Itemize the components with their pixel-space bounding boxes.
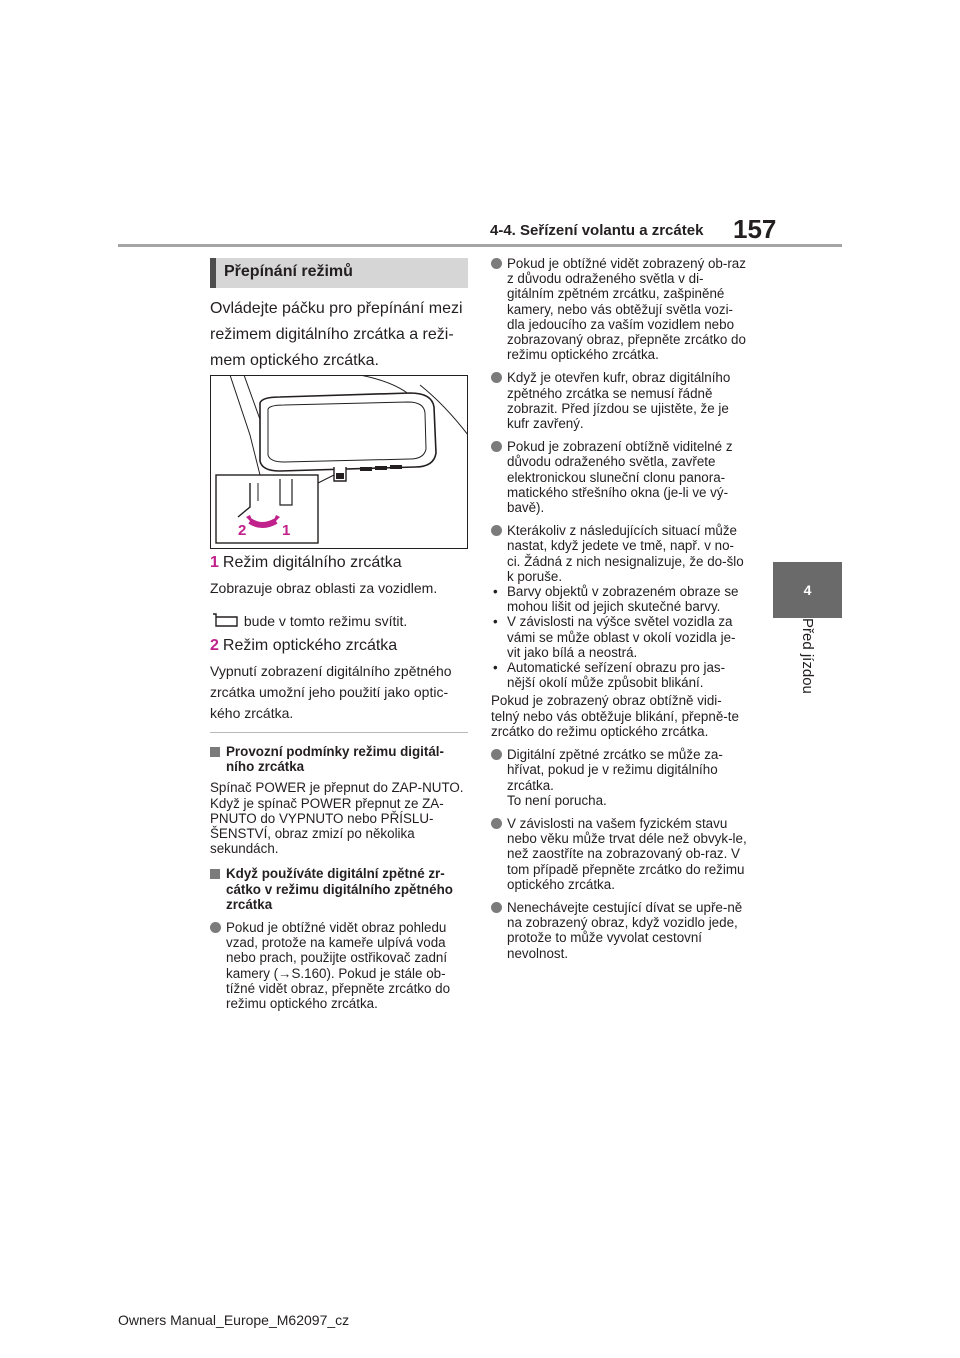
section-heading-bar: [210, 258, 216, 288]
mode1-indicator-text: bude v tomto režimu svítit.: [243, 613, 408, 629]
note-bullet-trunk: Když je otevřen kufr, obraz digitálního zpětného zrcátka se nemusí řádně zobrazit. Před jízdou se ujistěte, že je kufr zavřený.: [491, 370, 747, 431]
note-para-switch: Pokud je zobrazený obraz obtížně vidi-telný nebo vás obtěžuje blikání, přepně-te zrcátko do režimu optického zrcátka.: [491, 693, 739, 739]
note-bullet-camera-dirt: Pokud je obtížné vidět obraz pohledu vzad, protože na kameře ulpívá voda nebo prach, použijte ostřikovač zadní kamery (→S.160). Pokud je stále ob-tížné vidět obraz, přepněte zrcátko do režimu optického zrcátka.: [210, 920, 468, 1011]
mode1-desc: Zobrazuje obraz oblasti za vozidlem.: [210, 580, 438, 596]
mode2-heading: [210, 637, 397, 655]
chapter-tab: 4: [773, 562, 842, 618]
section-title: Přepínání režimů: [224, 263, 353, 280]
mirror-illustration: [210, 375, 468, 549]
mode1-indicator: [210, 611, 472, 632]
note-bullet-reflection: Pokud je obtížné vidět zobrazený ob-raz z důvodu odraženého světla v di-gitálním zpětném zrcátku, zašpiněné kamery, nebo vás obtěžují světla vozi-dla jedoucího za vaším vozidlem nebo zobrazovaný obraz, přepněte zrcátko do režimu optického zrcátka.: [491, 256, 747, 362]
note-bullet-sunshade: Pokud je zobrazení obtížně viditelné z důvodu odraženého světla, zavřete elektronickou sluneční clonu panora-matického střešního okna (je-li ve vý-bavě).: [491, 439, 747, 515]
figure-label-1: 1: [282, 522, 291, 539]
mode2-desc: Vypnutí zobrazení digitálního zpětného zrcátka umožní jeho použití jako optic-kého zrcátka.: [210, 663, 452, 721]
note-bullet-focus: V závislosti na vašem fyzickém stavu nebo věku může trvat déle než obvyk-le, než zaostříte na zobrazovaný ob-raz. V tom případě přepněte zrcátko do režimu optického zrcátka.: [491, 816, 747, 892]
note-bullet-motion-sickness: Nenechávejte cestující dívat se upře-ně na zobrazený obraz, když vozidlo jede, protože to může vyvolat cestovní nevolnost.: [491, 900, 747, 961]
mode1-heading: [210, 554, 402, 572]
header-rule: [118, 244, 842, 247]
note-dash-headlights: • V závislosti na výšce světel vozidla za vámi se může oblast v okolí vozidla je-vit jako bílá a neostrá.: [491, 614, 747, 660]
note-heading-conditions: Provozní podmínky režimu digitál-ního zrcátka: [210, 744, 468, 774]
section-separator: [210, 732, 468, 733]
mirror-indicator-icon: [210, 612, 240, 628]
left-notes: [210, 744, 468, 1011]
page-number: 157: [733, 214, 777, 244]
mode1-number: 1: [210, 554, 219, 571]
note-bullet-heat: Digitální zpětné zrcátko se může za-hřívat, pokud je v režimu digitálního zrcátka.: [491, 747, 747, 793]
right-notes: [491, 256, 747, 961]
running-header: 4-4. Seřízení volantu a zrcátek: [490, 222, 704, 239]
mode2-title: Režim optického zrcátka: [222, 637, 398, 654]
note-bullet-darkness: Kterákoliv z následujících situací může nastat, když jedete ve tmě, např. v no-ci. Žádná z nich nesignalizuje, že do-šlo k poruše.: [491, 523, 747, 584]
chapter-title: Před jízdou: [799, 618, 816, 694]
chapter-side-label: [773, 618, 842, 728]
section-heading: [210, 258, 468, 288]
note-not-malfunction: To není porucha.: [507, 792, 607, 808]
note-para-power-on: Spínač POWER je přepnut do ZAP-NUTO.: [210, 780, 464, 796]
mode1-title: Režim digitálního zrcátka: [222, 554, 402, 571]
intro-text: Ovládejte páčku pro přepínání mezi režimem digitálního zrcátka a reži-mem optického zrcátka.: [210, 300, 463, 369]
note-dash-flicker: • Automatické seřízení obrazu pro jas-nější okolí může způsobit blikání.: [491, 660, 747, 690]
mode2-number: 2: [210, 637, 219, 654]
mirror-illustration-svg: [210, 375, 468, 549]
note-para-power-off: Když je spínač POWER přepnut ze ZA-PNUTO do VYPNUTO nebo PŘÍSLU-ŠENSTVÍ, obraz zmizí po několika sekundách.: [210, 795, 444, 857]
note-dash-colors: • Barvy objektů v zobrazeném obraze se mohou lišit od jejich skutečné barvy.: [491, 584, 747, 614]
note-heading-usage: Když používáte digitální zpětné zr-cátko v režimu digitálního zpětného zrcátka: [210, 866, 468, 912]
footer-manual-id: Owners Manual_Europe_M62097_cz: [118, 1312, 350, 1328]
figure-label-2: 2: [238, 522, 247, 539]
